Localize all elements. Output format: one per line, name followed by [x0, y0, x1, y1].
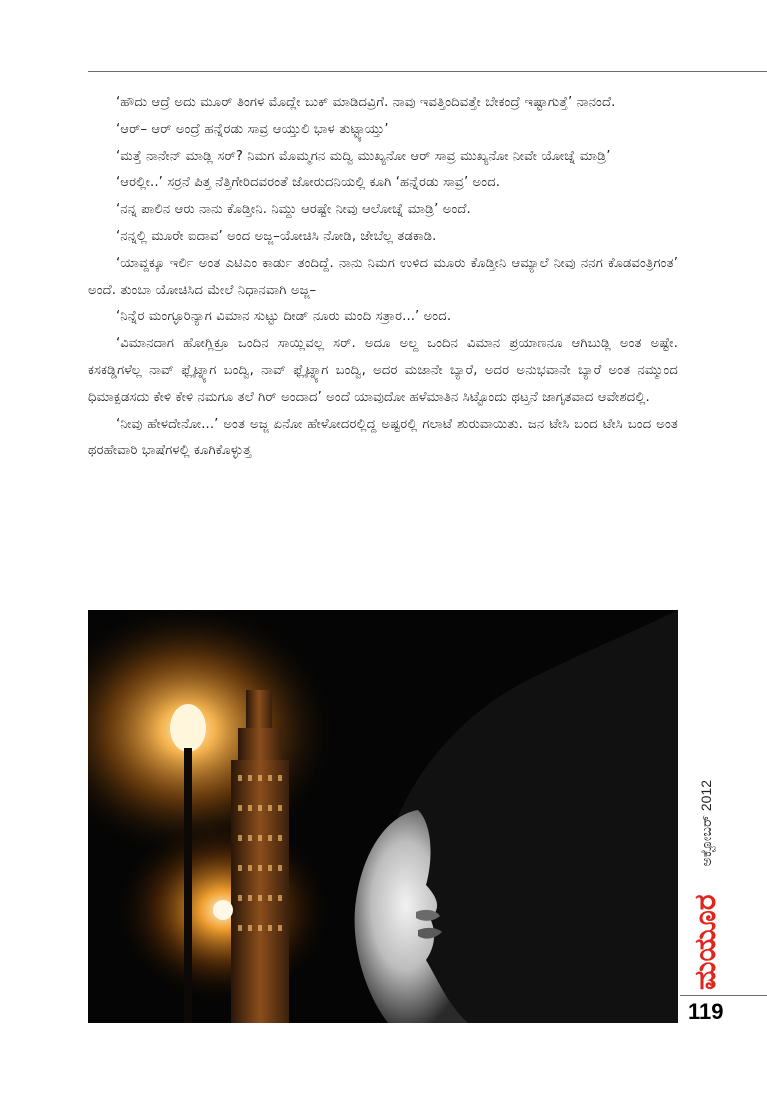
clock-tower	[231, 690, 289, 1023]
paragraph: ‘ನಿನ್ನೆರ ಮಂಗ್ಳೂರಿನ್ಯಾಗ ವಿಮಾನ ಸುಟ್ಟು ದೀಡ್ ನೂರು ಮಂದಿ ಸತ್ರಾರ...’ ಅಂದ.	[116, 309, 452, 325]
paragraph: ‘ಆರಲ್ಲೀ..’ ಸರ್ರನೆ ಪಿತ್ತ ನೆತ್ತಿಗೇರಿದವರಂತೆ ಜೋರುದನಿಯಲ್ಲಿ ಕೂಗಿ ‘ಹನ್ನೆರಡು ಸಾವ್ರ’ ಅಂದ.	[116, 175, 501, 191]
article-illustration	[88, 610, 678, 1023]
article-body	[88, 90, 678, 465]
paragraph: ‘ಆರ್– ಆರ್ ಅಂದ್ರೆ ಹನ್ನೆರಡು ಸಾವ್ರ ಆಯ್ತುಲಿ ಭಾಳ ತುಟ್ಟ್ಯಾಯ್ತು’	[116, 121, 389, 137]
paragraph: ‘ನನ್ನಲ್ಲಿ ಮೂರೇ ಐದಾವ’ ಅಂದ ಅಜ್ಜ–ಯೋಚಿಸಿ ನೋಡಿ, ಜೇಬೆಲ್ಲ ತಡಕಾಡಿ.	[116, 228, 437, 244]
paragraph: ‘ನೀವು ಹೇಳದೇನೋ...’ ಅಂತ ಅಜ್ಜ ಏನೋ ಹೇಳೋದರಲ್ಲಿದ್ದ ಅಷ್ಟರಲ್ಲಿ ಗಲಾಟೆ ಶುರುವಾಯಿತು. ಜನ ಟೇಸಿ ಬಂದ ಟೇಸಿ ಬಂದ ಅಂತ ಥರಹೇವಾರಿ ಭಾಷೆಗಳಲ್ಲಿ ಕೂಗಿಕೊಳ್ಳುತ್ತ	[88, 416, 678, 459]
page-number: 119	[688, 999, 724, 1024]
page-number-rule	[680, 995, 767, 996]
magazine-masthead	[689, 780, 723, 990]
paragraph: ‘ಯಾವ್ದಕ್ಕೂ ಇರ್ಲಿ ಅಂತ ಎಟಿಎಂ ಕಾರ್ಡು ತಂದಿದ್ದೆ. ನಾನು ನಿಮಗ ಉಳಿದ ಮೂರು ಕೊಡ್ತೀನಿ ಆಮ್ಯಾಲೆ ನೀವು ನನಗ ಕೊಡವಂತ್ರಿಗಂತ’ ಅಂದೆ. ತುಂಬಾ ಯೋಚಿಸಿದ ಮೇಲೆ ನಿಧಾನವಾಗಿ ಅಜ್ಜ–	[88, 255, 678, 298]
issue-date: ಅಕ್ಟೋಬರ್ 2012	[698, 780, 714, 867]
magazine-name: ಮಯೂರ	[688, 894, 723, 990]
paragraph: ‘ಮತ್ತೆ ನಾನೇನ್ ಮಾಡ್ಲಿ ಸರ್? ನಿಮಗ ಮೊಮ್ಮಗನ ಮದ್ವಿ ಮುಖ್ಯನೋ ಆರ್ ಸಾವ್ರ ಮುಖ್ಯನೋ ನೀವೇ ಯೋಚ್ನೆ ಮಾಡ್ರಿ’	[116, 148, 611, 164]
paragraph: ‘ಹೌದು ಆದ್ರೆ ಅದು ಮೂರ್ ತಿಂಗಳ ಮೊದ್ಲೇ ಬುಕ್ ಮಾಡಿದವ್ರಿಗೆ. ನಾವು ಇವತ್ತಿಂದಿವತ್ತೇ ಬೇಕಂದ್ರೆ ಇಷ್ಟಾಗುತ್ತೆ’ ನಾನಂದೆ.	[116, 95, 616, 110]
top-rule	[88, 71, 767, 72]
paragraph: ‘ನನ್ನ ಪಾಲಿನ ಆರು ನಾನು ಕೊಡ್ತೀನಿ. ನಿಮ್ದು ಆರಷ್ಟೇ ನೀವು ಆಲೋಚ್ನೆ ಮಾಡ್ರಿ’ ಅಂದೆ.	[116, 202, 471, 218]
paragraph: ‘ವಿಮಾನದಾಗ ಹೋಗ್ಲಿಕ್ರೂ ಒಂದಿನ ಸಾಯ್ಲಿವಲ್ಲ ಸರ್. ಅದೂ ಅಲ್ದ ಒಂದಿನ ವಿಮಾನ ಪ್ರಯಾಣನೂ ಆಗಿಬುಡ್ಲಿ ಅಂತ ಅಷ್ಟೇ. ಕಸಕಡ್ಡಿಗಳೆಲ್ಲ ನಾವ್ ಫ್ಲೈಟ್ನ್ಯಾಗ ಬಂದ್ವಿ, ನಾವ್ ಫ್ಲೈಟ್ನ್ಯಾಗ ಬಂದ್ವಿ, ಅದರ ಮಜಾನೇ ಬ್ಯಾರೆ, ಅದರ ಅನುಭವಾನೇ ಬ್ಯಾರೆ ಅಂತ ನಮ್ಮುಂದ ಧಿಮಾಕ್ಪಡಸದು ಕೇಳಿ ಕೇಳಿ ನಮಗೂ ತಲೆ ಗಿರ್ ಅಂದಾದ’ ಅಂದೆ ಯಾವುದೋ ಹಳೆಮಾತಿನ ಸಿಟ್ಟೊಂದು ಥಟ್ತನೆ ಜಾಗೃತವಾದ ಆವೇಶದಲ್ಲಿ.	[88, 336, 678, 405]
